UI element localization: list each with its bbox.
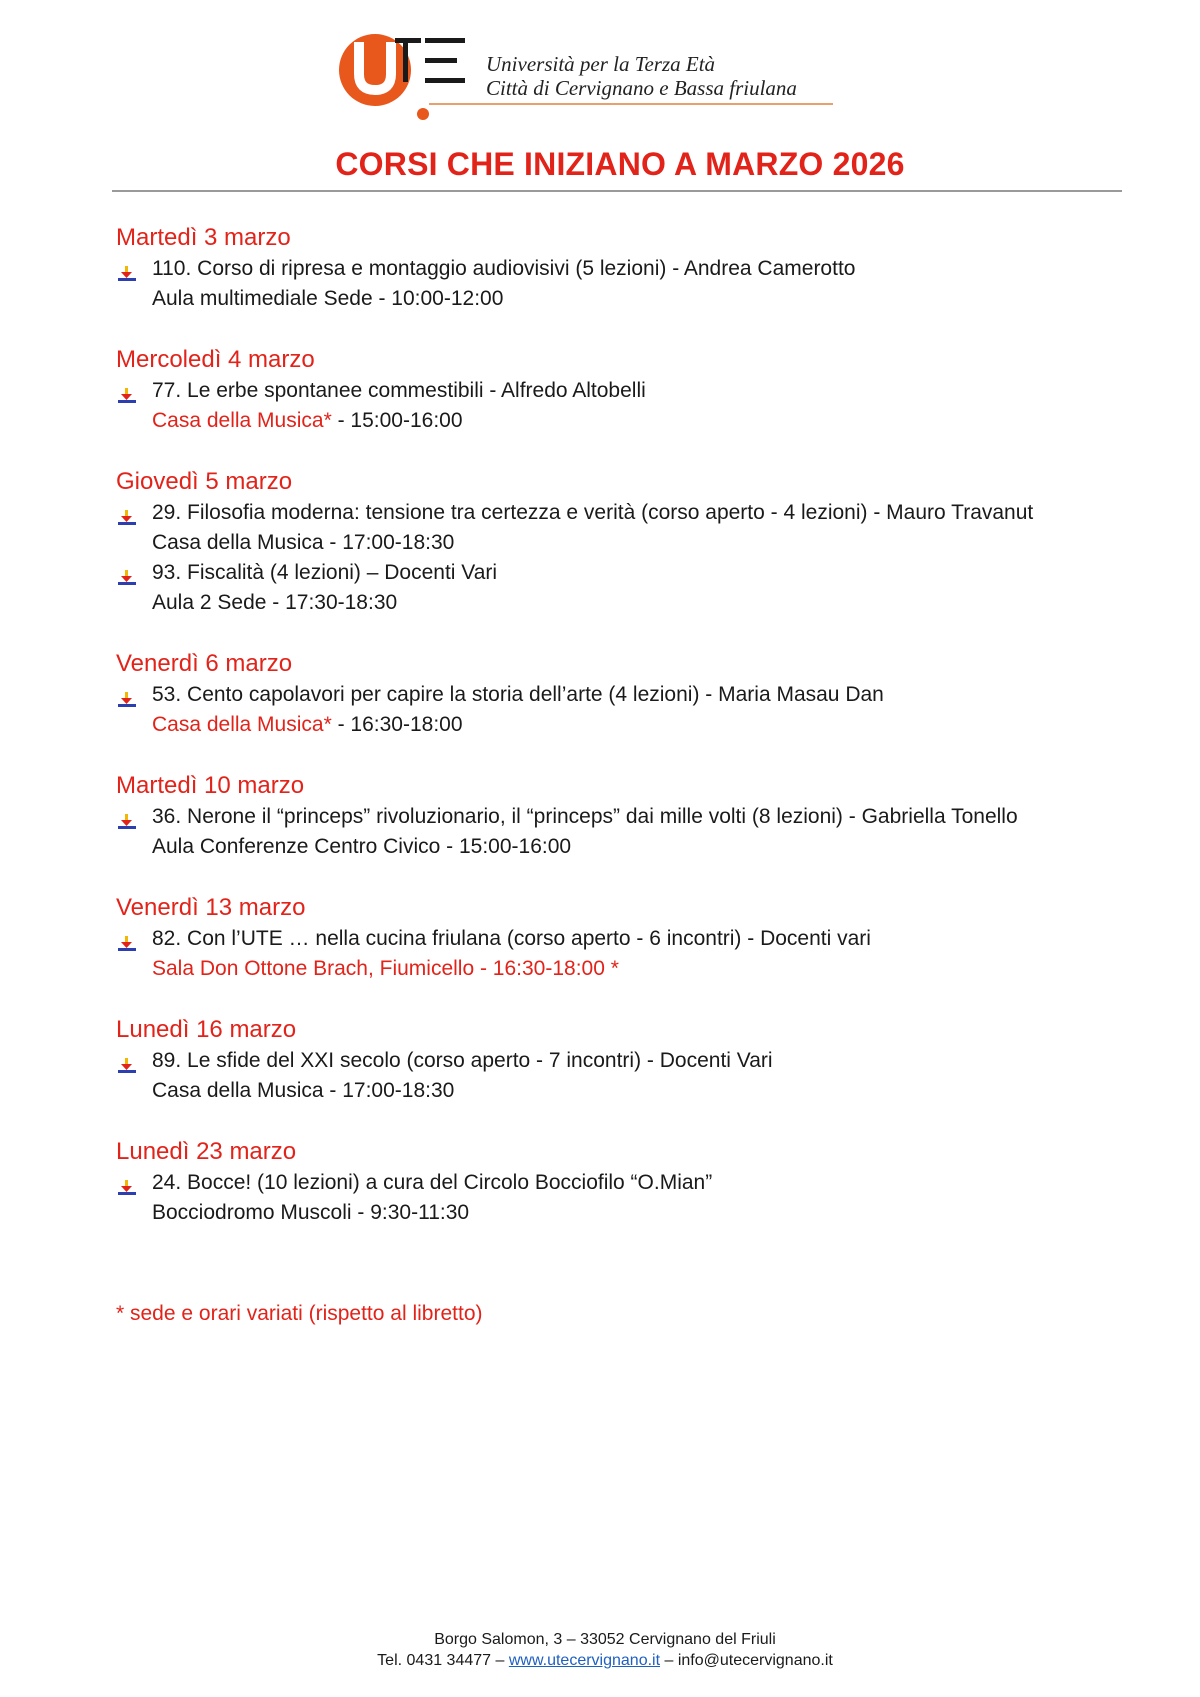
footnote: * sede e orari variati (rispetto al libretto) [116,1302,483,1325]
day-section [116,648,1126,740]
footer-email: – info@utecervignano.it [664,1652,833,1669]
bullet-icon [118,383,136,399]
venue-time: Bocciodromo Muscoli - 9:30-11:30 [152,1201,470,1224]
day-heading: Venerdì 6 marzo [116,650,293,677]
course-title: 29. Filosofia moderna: tensione tra certezza e verità (corso aperto - 4 lezioni) - Mauro Travanut [152,501,1034,524]
venue-time: Casa della Musica - 17:00-18:30 [152,1079,455,1102]
course-title: 36. Nerone il “princeps” rivoluzionario, il “princeps” dai mille volti (8 lezioni) - Gabriella Tonello [152,805,1018,828]
venue-time: Aula multimediale Sede - 10:00-12:00 [152,287,504,310]
course-title: 89. Le sfide del XXI secolo (corso aperto - 7 incontri) - Docenti Vari [152,1049,773,1072]
bullet-icon [118,687,136,703]
bullet-icon [118,261,136,277]
course-item [116,924,1126,954]
org-name-line1: Università per la Terza Età [486,52,716,76]
course-item [116,558,1126,588]
course-title: 53. Cento capolavori per capire la storia dell’arte (4 lezioni) - Maria Masau Dan [152,683,884,706]
course-venue [116,832,1126,862]
day-section [116,770,1126,862]
day-section [116,344,1126,436]
bullet-icon [118,565,136,581]
footer [0,1629,1200,1671]
course-title: 110. Corso di ripresa e montaggio audiovisivi (5 lezioni) - Andrea Camerotto [152,257,856,280]
title-divider [112,190,1122,192]
course-item [116,254,1126,284]
course-title: 82. Con l’UTE … nella cucina friulana (corso aperto - 6 incontri) - Docenti vari [152,927,871,950]
course-item [116,1168,1126,1198]
venue-time: - 16:30-18:00 [331,713,463,736]
venue-time: Aula 2 Sede - 17:30-18:30 [152,591,398,614]
bullet-icon [118,1175,136,1191]
bullet-icon [118,931,136,947]
day-heading: Giovedì 5 marzo [116,468,293,495]
course-venue [116,284,1126,314]
course-venue [116,588,1126,618]
course-venue [116,710,1126,740]
website-link[interactable]: www.utecervignano.it [508,1652,661,1669]
course-title: 77. Le erbe spontanee commestibili - Alfredo Altobelli [152,379,646,402]
course-title: 93. Fiscalità (4 lezioni) – Docenti Vari [152,561,498,584]
day-heading: Mercoledì 4 marzo [116,346,315,373]
course-item [116,376,1126,406]
bullet-icon [118,809,136,825]
day-section [116,222,1126,314]
footer-tel: Tel. 0431 34477 – [377,1652,505,1669]
day-heading: Martedì 3 marzo [116,224,291,251]
venue-changed: Casa della Musica* [152,713,332,736]
venue-time: Aula Conferenze Centro Civico - 15:00-16:00 [152,835,572,858]
day-heading: Lunedì 23 marzo [116,1138,297,1165]
venue-changed: Casa della Musica* [152,409,332,432]
day-section [116,466,1126,618]
course-item [116,680,1126,710]
day-section [116,892,1126,984]
org-name-line2: Città di Cervignano e Bassa friulana [486,76,797,100]
course-venue [116,1076,1126,1106]
course-title: 24. Bocce! (10 lezioni) a cura del Circolo Bocciofilo “O.Mian” [152,1171,713,1194]
course-venue [116,406,1126,436]
ute-logo [333,28,853,128]
venue-time: Casa della Musica - 17:00-18:30 [152,531,455,554]
day-heading: Martedì 10 marzo [116,772,305,799]
day-heading: Venerdì 13 marzo [116,894,306,921]
venue-changed: Sala Don Ottone Brach, Fiumicello - 16:30-18:00 * [152,957,619,980]
venue-time: - 15:00-16:00 [331,409,463,432]
day-section [116,1014,1126,1106]
bullet-icon [118,1053,136,1069]
course-item [116,802,1126,832]
bullet-icon [118,505,136,521]
course-venue [116,1198,1126,1228]
page-title: CORSI CHE INIZIANO A MARZO 2026 [335,146,905,182]
footer-contacts [0,1650,1200,1671]
course-venue [116,528,1126,558]
course-schedule [116,222,1126,1258]
course-item [116,1046,1126,1076]
footer-address: Borgo Salomon, 3 – 33052 Cervignano del Friuli [434,1631,776,1648]
day-heading: Lunedì 16 marzo [116,1016,297,1043]
course-venue [116,954,1126,984]
course-item [116,498,1126,528]
day-section [116,1136,1126,1228]
